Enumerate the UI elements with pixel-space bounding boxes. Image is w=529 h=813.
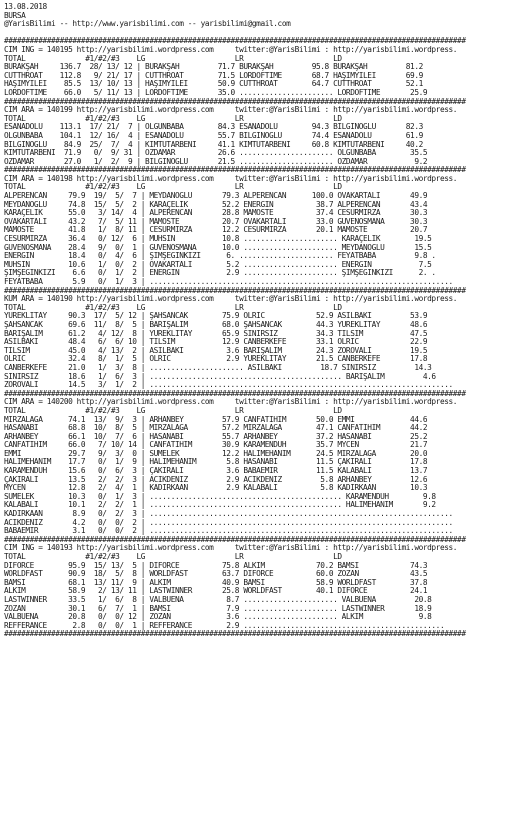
column-header-line: TOTAL #1/#2/#3 LG LR LD xyxy=(4,303,342,312)
race-row: MUHSİN 10.6 1/ 0/ 2 | OVAKARTALI 5.2 ...................... ENERGİN 7.5 xyxy=(4,260,432,269)
race-header-line: CIM ARA = 140199 http://yarisbilimi.wordpress.com twitter:@YarisBilimi : http://yarisbilimi.wordpress. xyxy=(4,106,458,115)
blank-line xyxy=(4,29,529,38)
report-city: BURSA xyxy=(4,11,26,20)
race-row: YÜREKLİTAY 90.3 17/ 5/ 12 | ŞAHSANCAK 75.9 OLRIC 52.9 ASİLBAKİ 53.9 xyxy=(4,312,428,321)
report-date: 13.08.2018 xyxy=(4,3,47,11)
race-row: BİLGİNOĞLU 84.9 25/ 7/ 4 | KİMTUTARBENİ 41.1 KİMTUTARBENİ 60.8 KİMTUTARBENİ 40.2 xyxy=(4,140,423,149)
column-header-line: TOTAL #1/#2/#3 LG LR LD xyxy=(4,183,342,192)
race-row: SINIRSIZ 18.6 1/ 6/ 3 | ............................................. BARIŞALIM 4.6 xyxy=(4,372,436,381)
race-row: DIFORCE 95.9 15/ 13/ 5 | DIFORCE 75.8 ALKIM 70.2 BAMSI 74.3 xyxy=(4,561,428,570)
race-row: CESURMİRZA 36.4 0/ 12/ 6 | MUHSİN 10.8 ...................... KARAÇELİK 19.5 xyxy=(4,235,432,244)
race-row: LORDOFTIME 66.0 5/ 11/ 13 | LORDOFTIME 35.0 ...................... LORDOFTIME 25.9 xyxy=(4,88,428,97)
report-contact: @YarisBilimi -- http://www.yarisbilimi.com -- yarisbilimi@gmail.com xyxy=(4,20,291,29)
race-row: HASANABİ 68.8 10/ 8/ 5 | MİRZALAĞA 57.2 MİRZALAĞA 47.1 CANFATİHİM 44.2 xyxy=(4,424,428,433)
race-sections xyxy=(4,37,529,639)
section-separator: ############################################################################################################ xyxy=(4,389,466,398)
race-row: HALİMEHANIM 17.7 0/ 1/ 9 | HALİMEHANIM 5.8 HASANABİ 11.5 ÇAKIRALİ 17.8 xyxy=(4,458,428,467)
race-row: LASTWINNER 33.5 1/ 6/ 8 | VALBUENA 8.7 ...................... VALBUENA 20.8 xyxy=(4,595,432,604)
race-row: ALKIM 58.9 2/ 13/ 11 | LASTWINNER 25.8 WORLDFAST 40.1 DIFORCE 24.1 xyxy=(4,587,428,596)
race-row: ENERGİN 18.4 0/ 4/ 6 | ŞİMŞEĞİNKIZI 6. ...................... FEYATBABA 9.8 . xyxy=(4,252,436,261)
race-row: MEYDANOĞLU 74.8 15/ 5/ 2 | KARAÇELİK 52.2 ENERGİN 38.7 ALPERENCAN 43.4 xyxy=(4,200,428,209)
race-row: VALBUENA 20.8 0/ 0/ 12 | ZOZAN 3.6 ...................... ALKIM 9.8 xyxy=(4,613,432,622)
race-header-line: CIM ARA = 140200 http://yarisbilimi.wordpress.com twitter:@YarisBilimi : http://yarisbilimi.wordpress. xyxy=(4,398,458,407)
race-row: HAŞİMYİLEİ 85.5 13/ 10/ 13 | HAŞİMYİLEİ 50.9 CUTTHROAT 64.7 CUTTHROAT 52.1 xyxy=(4,80,423,89)
race-row: OVAKARTALI 43.2 7/ 5/ 11 | MAMOSTE 20.7 OVAKARTALI 33.0 GÜVENOSMANA 30.3 xyxy=(4,217,428,226)
race-row: ACIKDENİZ 4.2 0/ 0/ 2 | ....................................................................... xyxy=(4,518,453,527)
race-row: KİMTUTARBENİ 71.9 0/ 9/ 31 | ÖZDAMAR 26.6 ...................... OLGUNBABA 35.5 xyxy=(4,149,428,158)
race-row: TILSIM 45.0 4/ 13/ 2 | ASİLBAKİ 3.6 BARIŞALIM 24.3 ZOROVALI 19.5 xyxy=(4,346,428,355)
race-row: FEYATBABA 5.9 0/ 1/ 3 | ....................................................................... xyxy=(4,278,453,286)
race-header-line: CIM ING = 140195 http://yarisbilimi.wordpress.com twitter:@YarisBilimi : http://yarisbilimi.wordpress. xyxy=(4,45,458,54)
race-row: MİRZALAĞA 74.1 13/ 9/ 3 | ARHANBEY 57.9 CANFATİHİM 50.0 EMMİ 44.6 xyxy=(4,415,428,424)
race-row: KARAMENDUH 15.6 0/ 6/ 3 | ÇAKIRALİ 3.6 BABAEMİR 11.5 KALABALI 13.7 xyxy=(4,467,428,476)
race-row: BAMSI 68.1 13/ 11/ 9 | ALKIM 40.9 BAMSI 58.9 WORLDFAST 37.8 xyxy=(4,578,428,587)
section-separator: ############################################################################################################ xyxy=(4,630,466,639)
race-row: ÖZDAMAR 27.0 1/ 2/ 9 | BİLGİNOĞLU 21.5 ...................... ÖZDAMAR 9.2 xyxy=(4,157,428,166)
race-row: CANFATİHİM 66.0 7/ 10/ 14 | CANFATİHİM 30.9 KARAMENDUH 35.7 MYCEN 21.7 xyxy=(4,441,428,450)
race-row: ESANADOLU 113.1 17/ 21/ 7 | OLGUNBABA 84.3 ESANADOLU 94.3 BİLGİNOĞLU 82.3 xyxy=(4,123,423,132)
column-header-line: TOTAL #1/#2/#3 LG LR LD xyxy=(4,54,342,63)
race-row: OLGUNBABA 104.1 12/ 16/ 4 | ESANADOLU 55.7 BİLGİNOĞLU 74.4 ESANADOLU 61.9 xyxy=(4,131,423,140)
race-row: KALABALI 10.1 2/ 2/ 1 | ............................................. HALİMEHANIM 9.2 xyxy=(4,501,436,510)
race-row: MYCEN 12.8 2/ 4/ 1 | KADİRKAAN 2.9 KALABALI 5.8 KADİRKAAN 10.3 xyxy=(4,484,428,493)
race-row: BABAEMİR 3.1 0/ 0/ 2 | ....................................................................... xyxy=(4,527,453,536)
race-row: CUTTHROAT 112.8 9/ 21/ 17 | CUTTHROAT 71.5 LORDOFTIME 68.7 HAŞİMYİLEİ 69.9 xyxy=(4,71,423,80)
race-row: SUMELEK 10.3 0/ 1/ 3 | ............................................. KARAMENDUH 9.8 xyxy=(4,492,436,501)
race-row: ALPERENCAN 79.9 19/ 5/ 7 | MEYDANOĞLU 79.3 ALPERENCAN 100.0 OVAKARTALI 49.9 xyxy=(4,192,428,201)
race-row: ŞİMŞEĞİNKIZI 6.6 0/ 1/ 2 | ENERGİN 2.9 ...................... ŞİMŞEĞİNKIZI 2. . xyxy=(4,269,436,278)
race-row: CANBERKEFE 21.0 1/ 3/ 8 | ...................... ASİLBAKİ 18.7 SINIRSIZ 14.3 xyxy=(4,363,432,372)
race-row: EMMİ 29.7 9/ 3/ 0 | SUMELEK 12.2 HALİMEHANIM 24.5 MİRZALAĞA 20.0 xyxy=(4,449,428,458)
race-row: BARIŞALIM 61.2 4/ 12/ 8 | YÜREKLİTAY 65.9 SINIRSIZ 34.3 TILSIM 47.5 xyxy=(4,329,428,338)
race-row: KARAÇELİK 55.0 3/ 14/ 4 | ALPERENCAN 28.8 MAMOSTE 37.4 CESURMİRZA 30.3 xyxy=(4,209,428,218)
column-header-line: TOTAL #1/#2/#3 LG LR LD xyxy=(4,553,342,561)
race-row: ZOZAN 30.1 6/ 7/ 1 | BAMSI 7.9 ...................... LASTWINNER 18.9 xyxy=(4,604,432,613)
race-row: WORLDFAST 90.9 18/ 5/ 8 | WORLDFAST 63.7 DIFORCE 60.0 ZOZAN 43.5 xyxy=(4,570,428,579)
race-row: ASİLBAKİ 48.4 6/ 6/ 10 | TILSIM 12.9 CANBERKEFE 33.1 OLRIC 22.9 xyxy=(4,338,428,347)
race-row: ÇAKIRALİ 13.5 2/ 2/ 3 | ACIKDENİZ 2.9 ACIKDENİZ 5.8 ARHANBEY 12.6 xyxy=(4,475,428,484)
race-row: BURAKŞAH 136.7 28/ 13/ 12 | BURAKŞAH 71.7 BURAKŞAH 95.8 BURAKŞAH 81.2 xyxy=(4,63,423,72)
race-header-line: KUM ARA = 140190 http://yarisbilimi.wordpress.com twitter:@YarisBilimi : http://yarisbilimi.wordpress. xyxy=(4,295,458,304)
column-header-line: TOTAL #1/#2/#3 LG LR LD xyxy=(4,406,342,415)
race-row: OLRIC 32.4 8/ 1/ 5 | OLRIC 2.9 YÜREKLİTAY 21.5 CANBERKEFE 17.8 xyxy=(4,355,428,364)
section-separator: ############################################################################################################ xyxy=(4,37,466,46)
section-separator: ############################################################################################################ xyxy=(4,166,466,175)
race-row: ARHANBEY 66.1 10/ 7/ 6 | HASANABİ 55.7 ARHANBEY 37.2 HASANABİ 25.2 xyxy=(4,432,428,441)
race-row: REFFERANCE 2.8 0/ 0/ 1 | REFFERANCE 2.9 ............................................... xyxy=(4,621,445,630)
column-header-line: TOTAL #1/#2/#3 LG LR LD xyxy=(4,114,342,123)
race-header-line: CIM ING = 140193 http://yarisbilimi.wordpress.com twitter:@YarisBilimi : http://yarisbilimi.wordpress. xyxy=(4,544,458,553)
section-separator: ############################################################################################################ xyxy=(4,535,466,544)
section-separator: ############################################################################################################ xyxy=(4,97,466,106)
section-separator: ############################################################################################################ xyxy=(4,286,466,295)
race-row: ŞAHSANCAK 69.6 11/ 8/ 5 | BARIŞALIM 68.0 ŞAHSANCAK 44.3 YÜREKLİTAY 48.6 xyxy=(4,320,428,329)
race-row: ZOROVALI 14.5 3/ 1/ 2 | ....................................................................... xyxy=(4,381,453,390)
race-header-line: CIM ARA = 140198 http://yarisbilimi.wordpress.com twitter:@YarisBilimi : http://yarisbilimi.wordpress. xyxy=(4,174,458,183)
race-row: MAMOSTE 41.8 1/ 8/ 11 | CESURMİRZA 12.2 CESURMİRZA 20.1 MAMOSTE 20.7 xyxy=(4,226,428,235)
race-row: GÜVENOSMANA 28.4 9/ 0/ 1 | GÜVENOSMANA 10.0 ...................... MEYDANOĞLU 15.5 xyxy=(4,243,432,252)
race-row: KADİRKAAN 8.9 0/ 2/ 3 | ....................................................................... xyxy=(4,510,453,519)
